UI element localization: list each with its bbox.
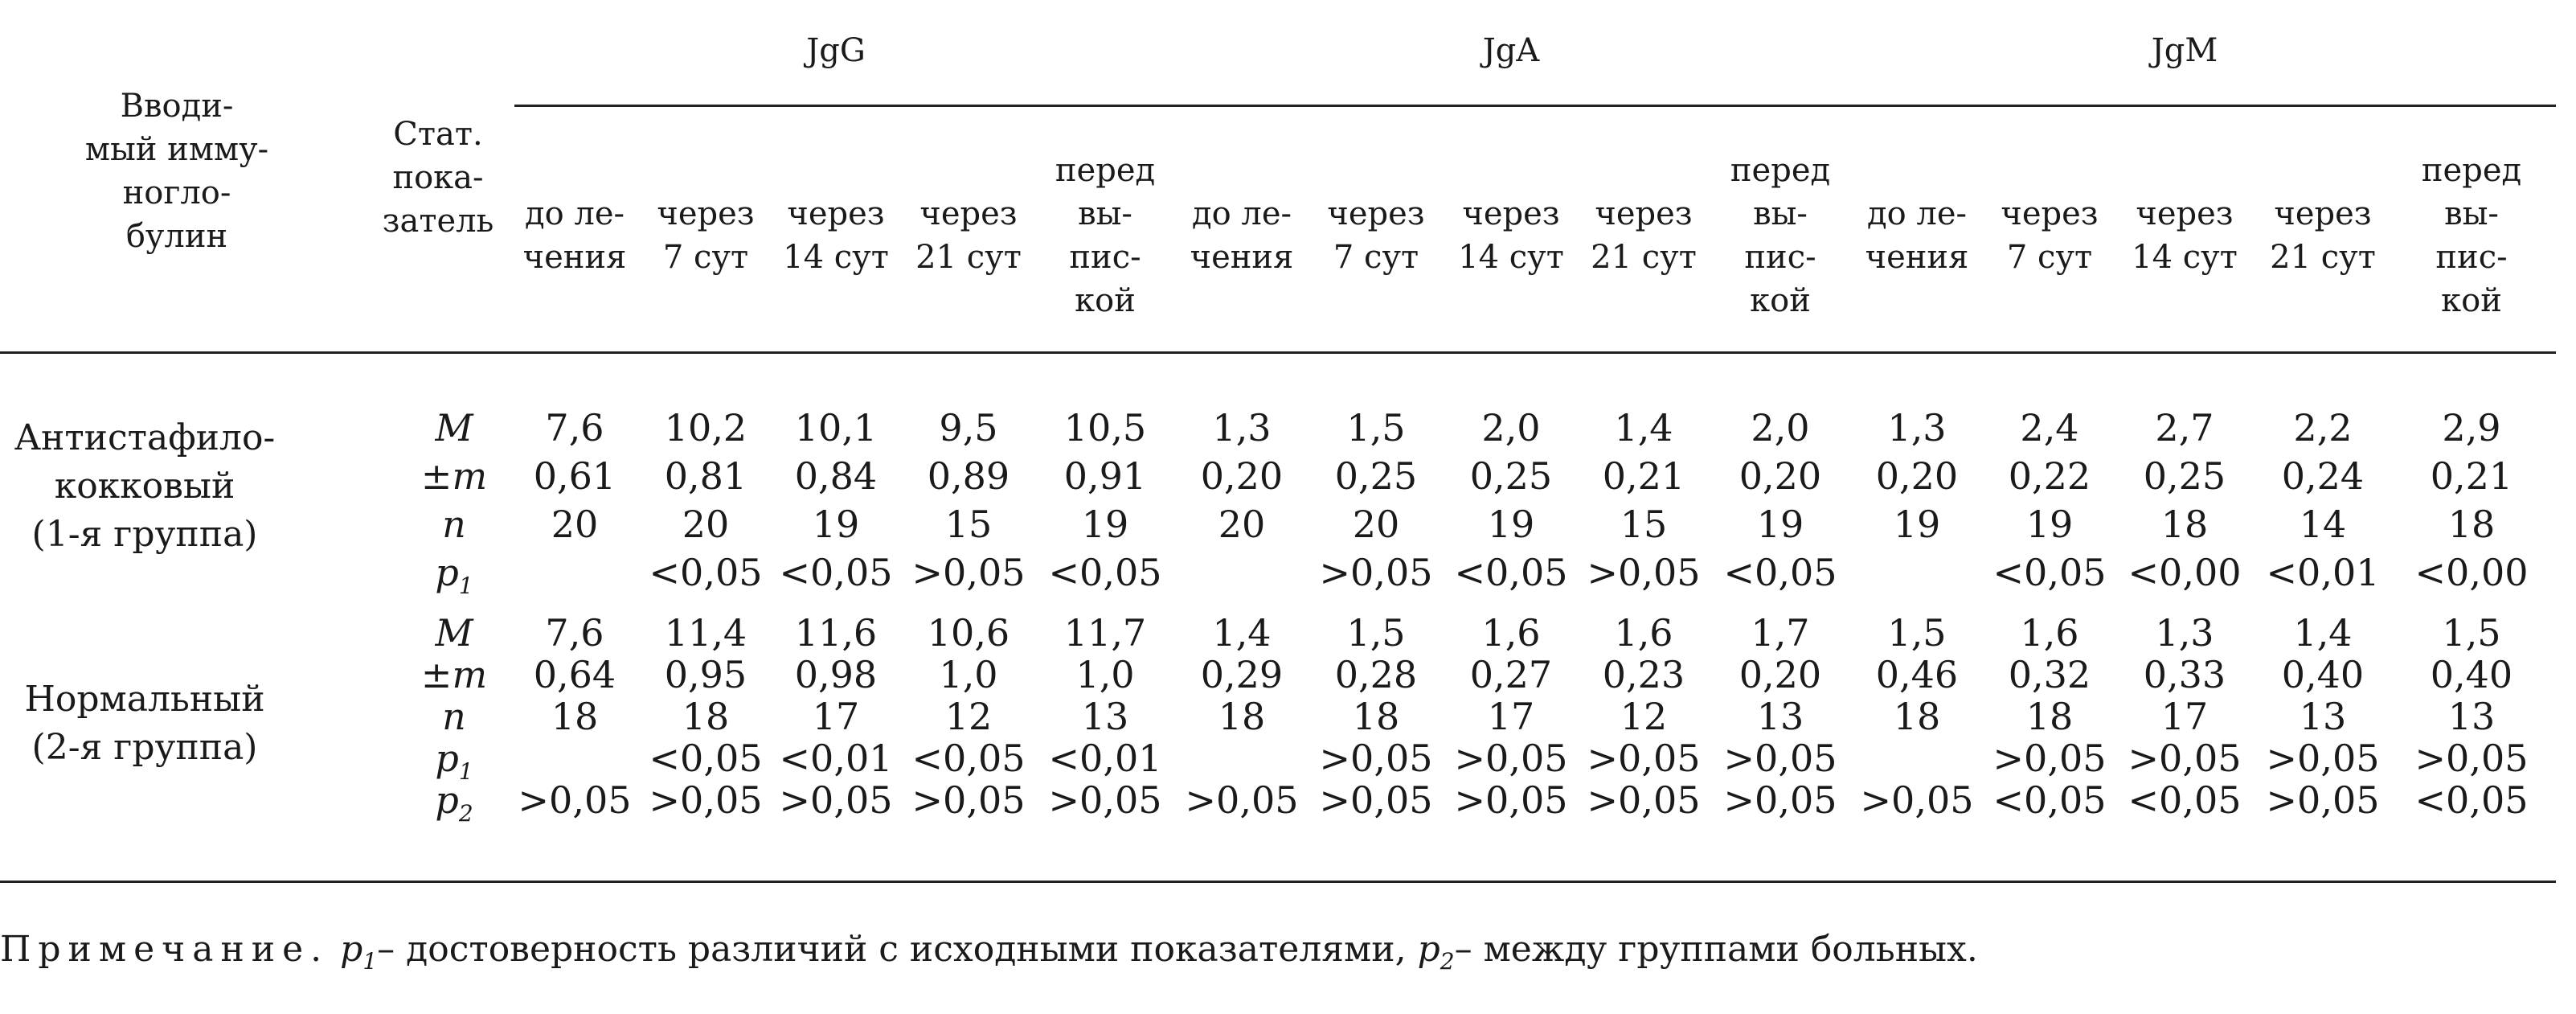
header-group-jgg: JgG <box>806 32 866 69</box>
group2-cell: >0,05 <box>1587 778 1701 822</box>
group2-cell: >0,05 <box>1185 778 1299 822</box>
group2-cell: 1,4 <box>1212 611 1272 655</box>
note-title: Примечание. <box>0 929 330 970</box>
group1-cell: 0,91 <box>1063 454 1147 498</box>
header-subcol: через 21 сут <box>2270 195 2376 276</box>
group2-cell: >0,05 <box>2414 737 2529 780</box>
group2-cell: >0,05 <box>1860 778 1974 822</box>
group2-cell: 1,7 <box>1751 611 1810 655</box>
header-subcol: через 14 сут <box>1458 195 1564 276</box>
group1-cell: <0,05 <box>649 551 763 594</box>
group1-stat-label: ±m <box>420 454 488 498</box>
group2-cell: <0,05 <box>911 737 1026 780</box>
group2-cell: 18 <box>2025 695 2074 738</box>
group2-cell: >0,05 <box>1454 737 1568 780</box>
group1-cell: 0,20 <box>1200 454 1284 498</box>
subscript: 1 <box>458 573 473 600</box>
header-subcol: до ле- чения <box>1190 195 1294 276</box>
group1-cell: 0,89 <box>927 454 1010 498</box>
header-group-rule <box>514 105 2556 107</box>
group2-cell: 1,0 <box>1075 653 1135 696</box>
table-bottom-rule <box>0 881 2556 883</box>
group1-cell: 1,5 <box>1346 406 1406 450</box>
group2-stat-label: ±m <box>420 653 488 696</box>
group2-cell: >0,05 <box>1048 778 1162 822</box>
group2-cell: 17 <box>2160 695 2209 738</box>
group2-stat-label: n <box>442 695 466 738</box>
header-subcol: перед вы- пис- кой <box>1730 152 1831 319</box>
group1-cell: 0,61 <box>533 454 616 498</box>
group2-cell: 1,3 <box>2155 611 2214 655</box>
group2-cell: 18 <box>682 695 730 738</box>
group1-cell: 0,22 <box>2008 454 2091 498</box>
group2-cell: 13 <box>1081 695 1129 738</box>
group2-cell: 18 <box>551 695 599 738</box>
group1-cell: 18 <box>2160 503 2209 546</box>
group2-cell: 10,6 <box>927 611 1010 655</box>
group1-cell: <0,01 <box>2266 551 2380 594</box>
group2-cell: 0,98 <box>794 653 878 696</box>
group1-cell: <0,05 <box>1048 551 1162 594</box>
header-immunoglobulin: Вводи- мый имму- ноглo- булин <box>84 88 269 255</box>
group2-cell: >0,05 <box>2266 737 2380 780</box>
group2-cell: <0,01 <box>1048 737 1162 780</box>
group2-cell: >0,05 <box>1723 778 1837 822</box>
group2-cell: 0,23 <box>1602 653 1685 696</box>
group2-cell: >0,05 <box>1992 737 2107 780</box>
table-note <box>0 929 1978 975</box>
header-subcol: через 7 сут <box>2001 195 2099 276</box>
group2-cell: 0,20 <box>1738 653 1822 696</box>
group2-cell: 18 <box>1352 695 1400 738</box>
group2-cell: 13 <box>2447 695 2496 738</box>
group2-cell: 0,29 <box>1200 653 1284 696</box>
group1-cell: 2,7 <box>2155 406 2214 450</box>
group1-cell: 0,20 <box>1738 454 1822 498</box>
group2-cell: 1,5 <box>1346 611 1406 655</box>
header-subcol: через 14 сут <box>783 195 889 276</box>
header-subcol: через 7 сут <box>657 195 755 276</box>
group2-stat-label: M <box>435 611 473 655</box>
group2-cell: >0,05 <box>1587 737 1701 780</box>
header-subcol: через 21 сут <box>1591 195 1697 276</box>
group1-cell: <0,00 <box>2414 551 2529 594</box>
header-bottom-rule <box>0 351 2556 354</box>
group1-stat-label: n <box>442 503 466 546</box>
note-text2: – между группами больных. <box>1454 929 1978 970</box>
group2-cell: 1,5 <box>2442 611 2501 655</box>
group2-cell: 0,95 <box>664 653 747 696</box>
group1-cell: >0,05 <box>1587 551 1701 594</box>
group2-cell: >0,05 <box>1723 737 1837 780</box>
note-text1: – достоверность различий с исходными показателями, <box>377 929 1407 970</box>
subscript: 1 <box>362 947 378 975</box>
group1-cell: >0,05 <box>1319 551 1433 594</box>
group1-cell: 20 <box>1352 503 1400 546</box>
group2-cell: 17 <box>812 695 860 738</box>
group1-cell: 20 <box>1218 503 1266 546</box>
group1-cell: 2,0 <box>1751 406 1810 450</box>
group1-cell: 0,81 <box>664 454 747 498</box>
group2-cell: 0,33 <box>2143 653 2226 696</box>
group1-cell: 0,21 <box>1602 454 1685 498</box>
group2-cell: 1,6 <box>1614 611 1673 655</box>
group2-cell: <0,05 <box>1992 778 2107 822</box>
group1-cell: 9,5 <box>939 406 998 450</box>
header-subcol: перед вы- пис- кой <box>1055 152 1156 319</box>
group2-cell: 11,7 <box>1063 611 1147 655</box>
group2-cell: 13 <box>2299 695 2347 738</box>
group1-cell: 0,84 <box>794 454 878 498</box>
group2-cell: 7,6 <box>545 611 604 655</box>
group1-cell: <0,05 <box>1454 551 1568 594</box>
group2-cell: 1,5 <box>1887 611 1947 655</box>
group2-cell: 0,40 <box>2430 653 2513 696</box>
subscript: 2 <box>1440 947 1455 975</box>
group2-cell: 11,4 <box>664 611 747 655</box>
group1-cell: 19 <box>1756 503 1804 546</box>
note-p1: $p_1$ <box>340 929 378 975</box>
group2-cell: <0,01 <box>779 737 893 780</box>
group2-cell: 0,32 <box>2008 653 2091 696</box>
group1-cell: 10,2 <box>664 406 747 450</box>
group2-cell: >0,05 <box>1454 778 1568 822</box>
group1-cell: 20 <box>551 503 599 546</box>
group2-cell: >0,05 <box>1319 778 1433 822</box>
group2-cell: 1,6 <box>2020 611 2079 655</box>
group1-cell: <0,00 <box>2128 551 2242 594</box>
group1-cell: 15 <box>944 503 993 546</box>
group2-cell: 13 <box>1756 695 1804 738</box>
group1-cell: 1,3 <box>1887 406 1947 450</box>
group1-cell: 19 <box>812 503 860 546</box>
group1-cell: <0,05 <box>1723 551 1837 594</box>
group2-cell: <0,05 <box>649 737 763 780</box>
header-subcol: до ле- чения <box>1865 195 1969 276</box>
group2-cell: 0,64 <box>533 653 616 696</box>
group2-cell: 18 <box>1218 695 1266 738</box>
group2-cell: 1,0 <box>939 653 998 696</box>
group1-cell: 0,20 <box>1875 454 1959 498</box>
group2-cell: 1,4 <box>2293 611 2353 655</box>
group2-cell: 0,27 <box>1469 653 1553 696</box>
header-group-jgm: JgM <box>2151 32 2218 69</box>
group1-cell: 10,1 <box>794 406 878 450</box>
group2-cell: 0,46 <box>1875 653 1959 696</box>
group1-cell: 15 <box>1620 503 1668 546</box>
group2-cell: <0,05 <box>2128 778 2242 822</box>
group1-cell: >0,05 <box>911 551 1026 594</box>
header-stat-indicator: Стат. пока- затель <box>382 116 494 240</box>
group2-cell: 1,6 <box>1481 611 1541 655</box>
group1-cell: 14 <box>2299 503 2347 546</box>
header-group-jga: JgA <box>1482 32 1540 69</box>
group2-cell: 18 <box>1893 695 1941 738</box>
group1-cell: 0,25 <box>2143 454 2226 498</box>
group1-cell: 0,24 <box>2281 454 2365 498</box>
group1-cell: <0,05 <box>779 551 893 594</box>
header-subcol: до ле- чения <box>522 195 627 276</box>
group1-cell: 2,4 <box>2020 406 2079 450</box>
group1-cell: 1,4 <box>1614 406 1673 450</box>
header-subcol: через 14 сут <box>2132 195 2238 276</box>
group1-cell: 20 <box>682 503 730 546</box>
header-subcol: через 21 сут <box>915 195 1022 276</box>
group1-cell: 2,0 <box>1481 406 1541 450</box>
group2-cell: >0,05 <box>2128 737 2242 780</box>
subscript: 1 <box>458 758 473 786</box>
group2-stat-label: $p_1$ <box>435 737 473 786</box>
group1-cell: 0,25 <box>1334 454 1418 498</box>
group2-cell: >0,05 <box>911 778 1026 822</box>
group2-cell: 12 <box>944 695 993 738</box>
group2-cell: >0,05 <box>649 778 763 822</box>
group1-cell: 18 <box>2447 503 2496 546</box>
group1-cell: 2,2 <box>2293 406 2353 450</box>
note-p2: $p_2$ <box>1417 929 1455 975</box>
group1-cell: 19 <box>1487 503 1535 546</box>
group1-stat-label: M <box>435 406 473 450</box>
group1-cell: 19 <box>1081 503 1129 546</box>
group2-cell: <0,05 <box>2414 778 2529 822</box>
group2-cell: >0,05 <box>2266 778 2380 822</box>
group1-name: Антистафило- кокковый (1-я группа) <box>14 417 276 555</box>
group1-cell: 10,5 <box>1063 406 1147 450</box>
group1-cell: 19 <box>2025 503 2074 546</box>
group1-cell: 0,25 <box>1469 454 1553 498</box>
subscript: 2 <box>458 800 473 827</box>
group1-cell: 0,21 <box>2430 454 2513 498</box>
group2-cell: >0,05 <box>518 778 632 822</box>
group2-cell: 0,28 <box>1334 653 1418 696</box>
group1-cell: <0,05 <box>1992 551 2107 594</box>
header-subcol: перед вы- пис- кой <box>2421 152 2522 319</box>
group2-cell: 17 <box>1487 695 1535 738</box>
group1-stat-label: $p_1$ <box>435 551 473 600</box>
header-subcol: через 7 сут <box>1327 195 1425 276</box>
group2-cell: >0,05 <box>1319 737 1433 780</box>
group1-cell: 19 <box>1893 503 1941 546</box>
group2-stat-label: $p_2$ <box>435 778 473 827</box>
group1-cell: 2,9 <box>2442 406 2501 450</box>
group2-name: Нормальный (2-я группа) <box>24 679 265 768</box>
group2-cell: 12 <box>1620 695 1668 738</box>
group1-cell: 7,6 <box>545 406 604 450</box>
group2-cell: 11,6 <box>794 611 878 655</box>
group2-cell: >0,05 <box>779 778 893 822</box>
group2-cell: 0,40 <box>2281 653 2365 696</box>
group1-cell: 1,3 <box>1212 406 1272 450</box>
